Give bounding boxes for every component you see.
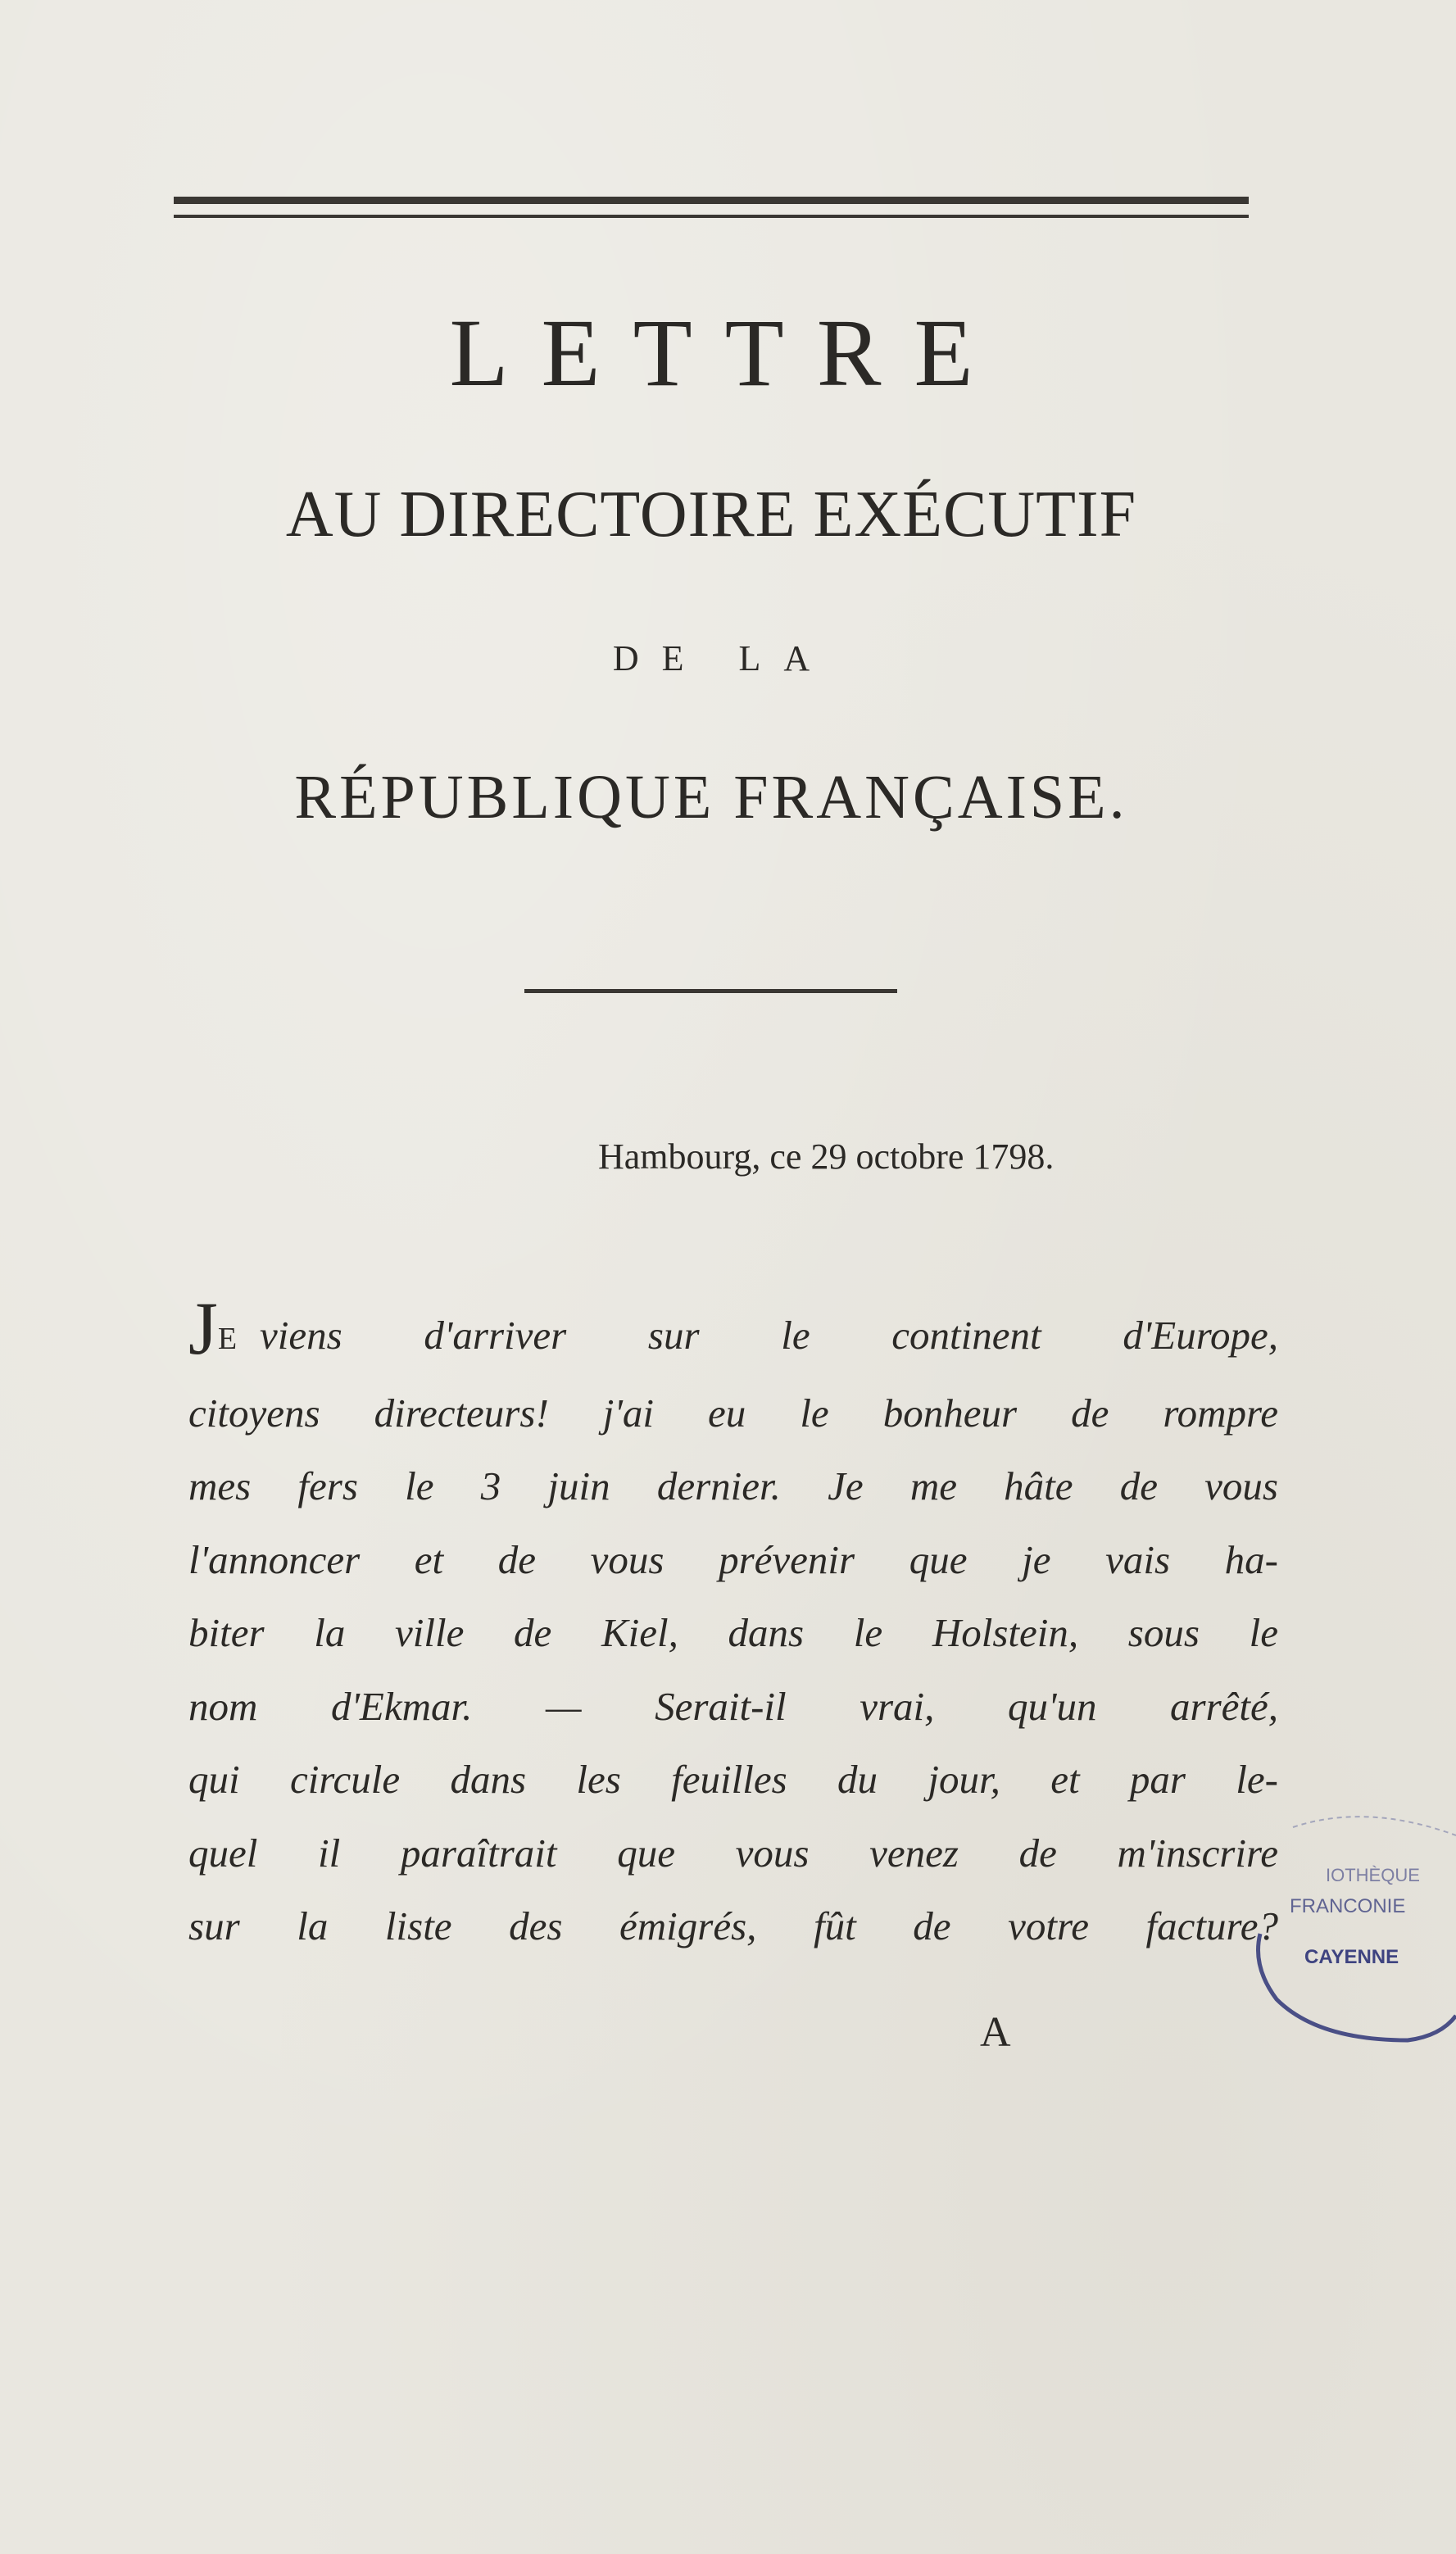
stamp-text-3: CAYENNE: [1304, 1946, 1399, 1968]
body-line-5: biter la ville de Kiel, dans le Holstein, sous le: [188, 1610, 1278, 1655]
stamp-text-2: FRANCONIE: [1290, 1895, 1406, 1917]
small-cap: E: [217, 1322, 239, 1356]
body-line-9: sur la liste des émigrés, fût de votre facture?: [188, 1903, 1278, 1948]
body-line-4: l'annoncer et de vous prévenir que je vais ha-: [188, 1536, 1278, 1582]
title-au-directoire: AU DIRECTOIRE EXÉCUTIF: [285, 479, 1137, 551]
body-line-3: mes fers le 3 juin dernier. Je me hâte de vous: [188, 1463, 1278, 1508]
title-republique: RÉPUBLIQUE FRANÇAISE.: [294, 763, 1128, 832]
signature-mark: A: [980, 2009, 1011, 2056]
section-rule: [524, 989, 897, 993]
body-line-8: quel il paraîtrait que vous venez de m'inscrire: [188, 1830, 1278, 1876]
top-double-rule-thick: [174, 197, 1249, 204]
body-line-6: nom d'Ekmar. — Serait-il vrai, qu'un arrêté,: [188, 1683, 1278, 1729]
body-line-1: [188, 1286, 1278, 1377]
body-line-2: citoyens directeurs! j'ai eu le bonheur de rompre: [188, 1390, 1278, 1436]
title-lettre: LETTRE: [449, 299, 1006, 406]
title-de-la: DE LA: [612, 638, 833, 678]
top-double-rule-thin: [174, 215, 1249, 218]
stamp-text-1: IOTHÈQUE: [1326, 1865, 1420, 1885]
letter-body: [188, 1286, 1278, 1963]
library-stamp-icon: [1244, 1803, 1456, 2048]
body-line-text: viens d'arriver sur le continent d'Europe,: [260, 1313, 1278, 1358]
body-line-7: qui circule dans les feuilles du jour, et par le-: [188, 1757, 1278, 1802]
dateline: Hambourg, ce 29 octobre 1798.: [598, 1136, 1055, 1177]
drop-cap: J: [188, 1286, 218, 1370]
